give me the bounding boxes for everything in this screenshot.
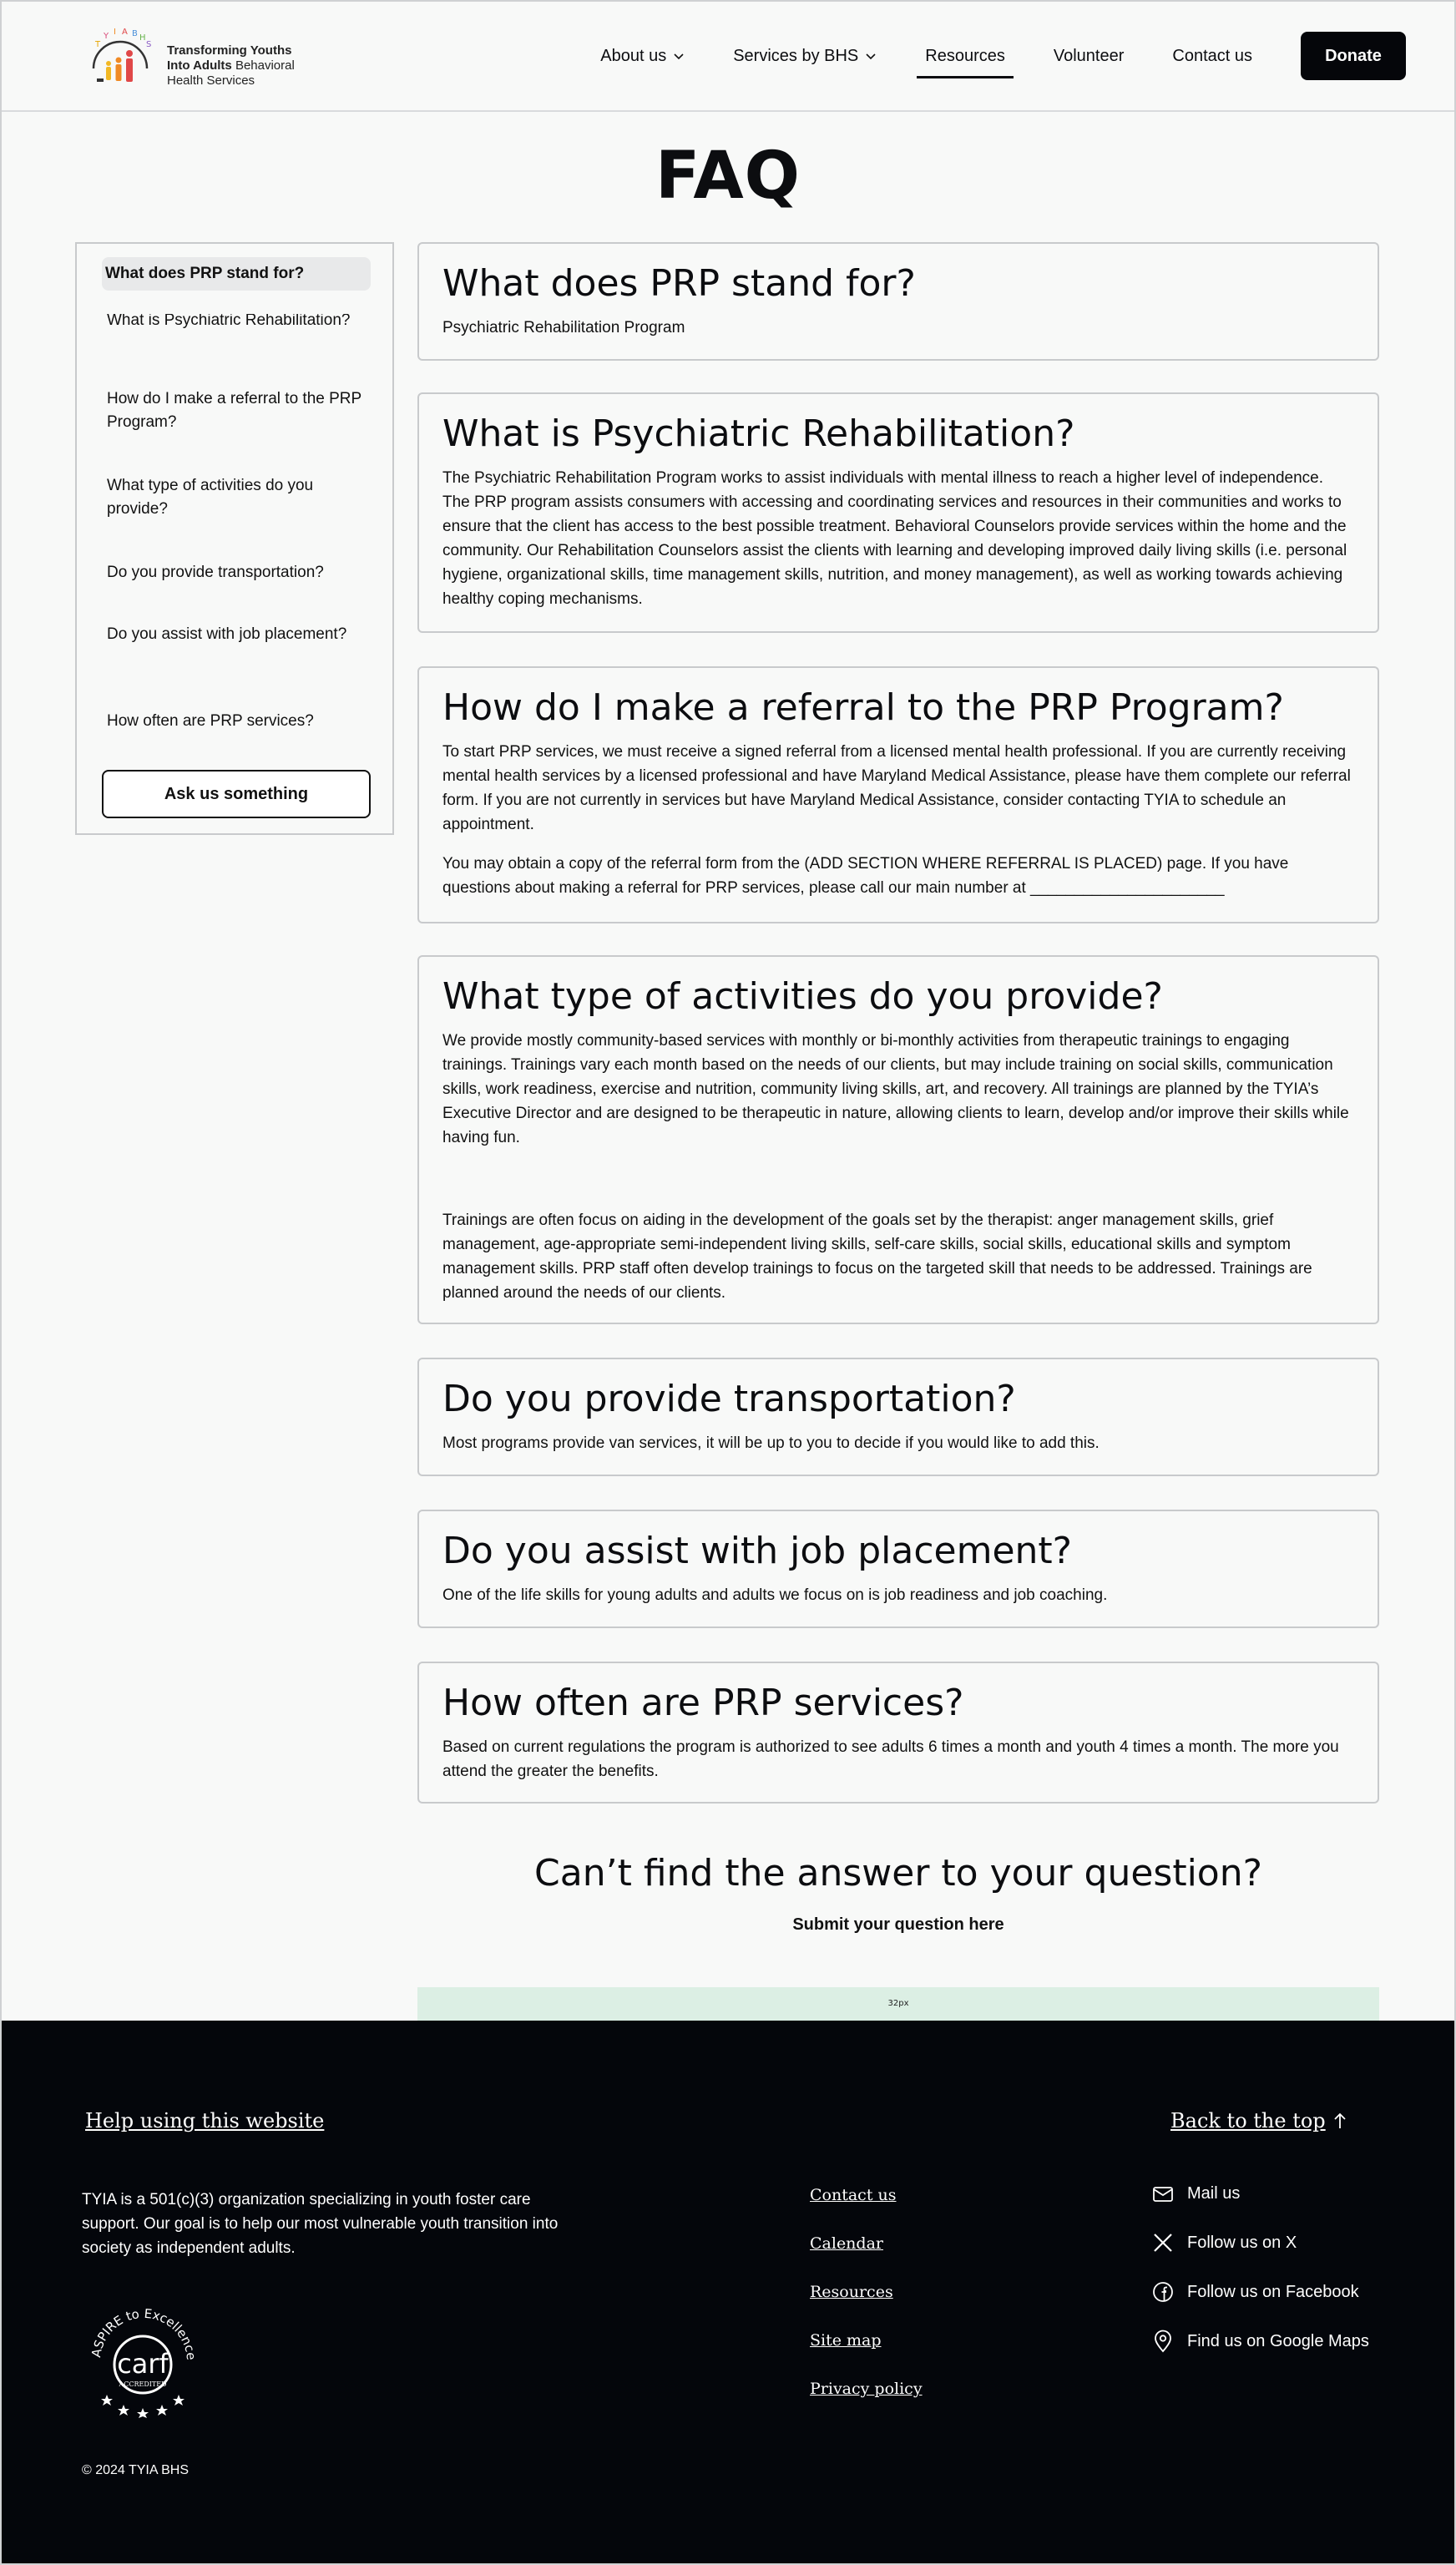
faq-question: How do I make a referral to the PRP Program?: [442, 686, 1284, 729]
footer-social-x-label: Follow us on X: [1187, 2233, 1297, 2252]
footer-link-privacy-policy[interactable]: Privacy policy: [810, 2380, 923, 2398]
svg-text:A: A: [122, 28, 128, 37]
footer-social-facebook[interactable]: [1152, 2281, 1359, 2303]
donate-button[interactable]: Donate: [1301, 32, 1406, 80]
sidebar-item-activities[interactable]: What type of activities do you provide?: [107, 477, 314, 518]
footer-social-maps-label: Find us on Google Maps: [1187, 2331, 1369, 2350]
footer-social-x[interactable]: [1152, 2233, 1297, 2253]
faq-card-prp-stand-for: [417, 242, 1379, 361]
copyright-text: © 2024 TYIA BHS: [82, 2463, 190, 2477]
x-logo-icon: [1152, 2233, 1174, 2253]
back-to-top-label: Back to the top: [1170, 2109, 1326, 2132]
faq-question: What does PRP stand for?: [442, 262, 916, 305]
svg-text:Y: Y: [104, 32, 109, 41]
cta-subtitle: Submit your question here: [792, 1915, 1004, 1934]
chevron-down-icon: [865, 50, 877, 62]
footer-about-text: TYIA is a 501(c)(3) organization specializing in youth foster care support. Our goal is to help our most vulnerable youth transition into society as independent adults.: [82, 2191, 559, 2257]
faq-answer: Psychiatric Rehabilitation Program: [442, 319, 685, 336]
sidebar-item-referral[interactable]: How do I make a referral to the PRP Program?: [107, 390, 361, 431]
site-header: [2, 2, 1454, 112]
cta-title: Can’t find the answer to your question?: [534, 1852, 1262, 1895]
nav-resources-label: Resources: [925, 46, 1005, 65]
faq-answer: The Psychiatric Rehabilitation Program works to assist individuals with mental illness to reach a higher level of independence. The PRP program assists consumers with accessing and coordinating services and resources in their communities and works to ensure that the client has access to the best possible treatment. Behavioral Counselors provide services within the home and the community. Our Rehabilitation Counselors assist the clients with learning and developing improved daily living skills (i.e. personal hygiene, organizational skills, time management skills, nutrition, and money management), as well as working towards achieving healthy coping mechanisms.: [442, 469, 1347, 608]
footer-link-calendar[interactable]: Calendar: [810, 2234, 883, 2253]
sidebar-item-psychiatric-rehab-label: What is Psychiatric Rehabilitation?: [107, 314, 351, 329]
faq-card-job-placement: [417, 1510, 1379, 1628]
faq-card-transportation: [417, 1358, 1379, 1476]
carf-accreditation-seal: [82, 2296, 204, 2418]
svg-text:I: I: [114, 28, 116, 37]
faq-question: Do you provide transportation?: [442, 1378, 1016, 1420]
back-to-top-link[interactable]: [1170, 2109, 1347, 2132]
ask-us-something-button[interactable]: Ask us something: [102, 770, 371, 818]
faq-question: What is Psychiatric Rehabilitation?: [442, 412, 1075, 455]
faq-sidebar: [75, 242, 394, 835]
facebook-icon: [1152, 2281, 1174, 2303]
faq-answer: One of the life skills for young adults and adults we focus on is job readiness and job coaching.: [442, 1586, 1108, 1604]
faq-answer: Trainings are often focus on aiding in the development of the goals set by the therapist: anger management skills, grief management, age-appropriate semi-independent living skills, self-care skills, social skills, educational skills and symptom management skills. PRP staff often develop trainings to focus on the targeted skill that needs to be addressed. Trainings are planned around the needs of our clients.: [442, 1212, 1312, 1302]
logo-line-1: Transforming Youths: [167, 43, 292, 58]
faq-answer: We provide mostly community-based services with monthly or bi-monthly activities from therapeutic trainings to engaging trainings. Trainings vary each month based on the needs of our clients, but may include training on social skills, communication skills, work readiness, exercise and nutrition, community living skills, art, and recovery. All trainings are planned by the TYIA’s Executive Director and are designed to be therapeutic in nature, allowing clients to learn, develop and/or improve their skills while having fun.: [442, 1032, 1349, 1146]
nav-volunteer-label: Volunteer: [1053, 46, 1125, 65]
main-nav: [552, 32, 1406, 80]
nav-services-label: Services by BHS: [733, 46, 859, 65]
logo-line-2-rest: Behavioral: [235, 58, 295, 73]
logo-line-3: Health Services: [167, 73, 255, 88]
nav-contact-us[interactable]: [1172, 32, 1252, 80]
svg-text:H: H: [139, 33, 146, 43]
footer-link-site-map[interactable]: Site map: [810, 2331, 882, 2350]
nav-resources[interactable]: [925, 32, 1005, 80]
faq-answer: To start PRP services, we must receive a signed referral from a licensed mental health professional. If you are currently receiving mental health services by a licensed professional and have Maryland Medical Assistance, please have them complete our referral form. If you are not currently in services but have Maryland Medical Assistance, consider contacting TYIA to schedule an appointment.: [442, 743, 1351, 833]
chevron-down-icon: [673, 50, 685, 62]
nav-services-by-bhs[interactable]: [733, 32, 877, 80]
help-link[interactable]: Help using this website: [85, 2109, 325, 2132]
svg-text:B: B: [132, 29, 138, 38]
arrow-up-icon: [1332, 2112, 1347, 2130]
carf-seal-icon: [82, 2296, 204, 2418]
faq-question: How often are PRP services?: [442, 1682, 964, 1724]
faq-answer: You may obtain a copy of the referral form from the (ADD SECTION WHERE REFERRAL IS PLACED) page. If you have questions about making a referral for PRP services, please call our main number at ______________________: [442, 855, 1289, 897]
page-title: FAQ: [655, 139, 801, 214]
svg-text:S: S: [146, 40, 152, 49]
footer-social-facebook-label: Follow us on Facebook: [1187, 2282, 1359, 2301]
faq-question: Do you assist with job placement?: [442, 1530, 1073, 1572]
sidebar-item-transportation[interactable]: Do you provide transportation?: [107, 564, 324, 581]
mail-icon: [1152, 2185, 1174, 2203]
nav-contact-label: Contact us: [1172, 46, 1252, 65]
faq-card-referral: [417, 666, 1379, 923]
sidebar-item-job-placement[interactable]: Do you assist with job placement?: [107, 625, 347, 643]
map-pin-icon: [1152, 2330, 1174, 2353]
faq-card-frequency: [417, 1662, 1379, 1804]
sidebar-item-psychiatric-rehab[interactable]: [102, 314, 371, 347]
site-logo[interactable]: [85, 27, 302, 94]
question-form-placeholder: 32px: [417, 1987, 1379, 2021]
faq-answer: Most programs provide van services, it will be up to you to decide if you would like to add this.: [442, 1434, 1100, 1452]
svg-text:carf: carf: [117, 2348, 169, 2380]
nav-about-us[interactable]: [600, 32, 685, 80]
nav-volunteer[interactable]: [1054, 32, 1125, 80]
faq-card-activities: [417, 955, 1379, 1324]
faq-answer: Based on current regulations the program is authorized to see adults 6 times a month and youth 4 times a month. The more you attend the greater the benefits.: [442, 1738, 1339, 1780]
faq-card-psychiatric-rehab: [417, 392, 1379, 633]
svg-text:ACCREDITED: ACCREDITED: [119, 2380, 167, 2388]
sidebar-item-frequency[interactable]: How often are PRP services?: [107, 712, 314, 730]
svg-text:ASPIRE to Excellence®: ASPIRE to Excellence: [88, 2305, 200, 2361]
nav-about-us-label: About us: [600, 46, 667, 65]
logo-mark-icon: [85, 27, 169, 94]
site-footer: [2, 2021, 1454, 2563]
logo-wordmark: [167, 43, 309, 89]
footer-social-mail-label: Mail us: [1187, 2184, 1241, 2203]
footer-social-mail[interactable]: [1152, 2184, 1240, 2203]
faq-question: What type of activities do you provide?: [442, 975, 1163, 1018]
logo-line-2-bold: Into Adults: [167, 58, 232, 73]
footer-social-google-maps[interactable]: [1152, 2330, 1369, 2353]
sidebar-item-prp-stand-for[interactable]: What does PRP stand for?: [102, 257, 371, 291]
footer-link-resources[interactable]: Resources: [810, 2283, 893, 2301]
footer-link-contact-us[interactable]: Contact us: [810, 2186, 897, 2204]
svg-text:T: T: [95, 40, 101, 49]
